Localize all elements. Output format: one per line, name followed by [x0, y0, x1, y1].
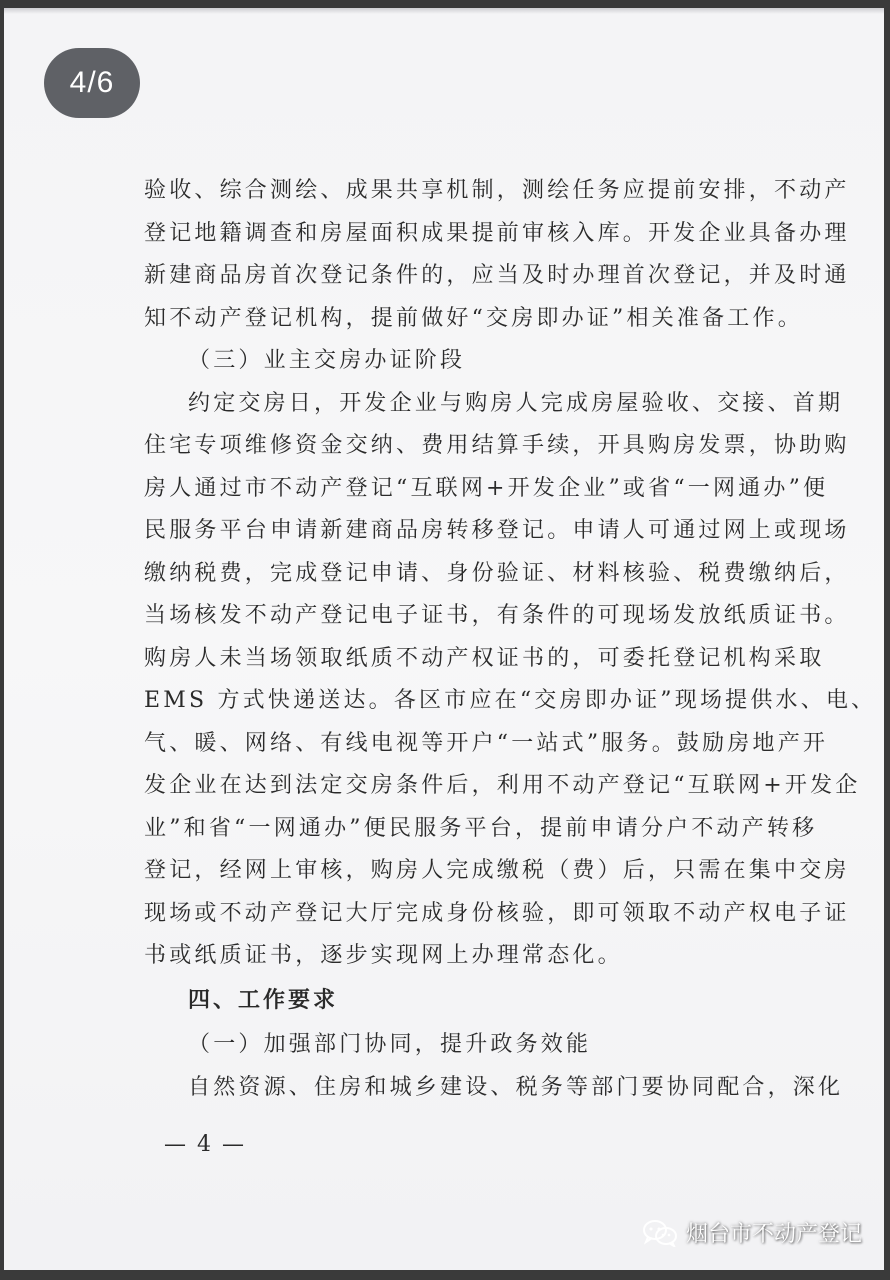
body-line: 登记地籍调查和房屋面积成果提前审核入库。开发企业具备办理	[144, 220, 850, 246]
subheading-department-coordination: （一）加强部门协同，提升政务效能	[188, 1032, 592, 1057]
body-line: 现场或不动产登记大厅完成身份核验，即可领取不动产权电子证	[144, 900, 850, 926]
page-counter-badge[interactable]: 4/6	[44, 48, 140, 118]
body-line: 购房人未当场领取纸质不动产权证书的，可委托登记机构采取	[144, 645, 825, 671]
watermark	[642, 1217, 862, 1248]
body-line: 当场核发不动产登记电子证书，有条件的可现场发放纸质证书。	[144, 603, 850, 628]
body-line: 自然资源、住房和城乡建设、税务等部门要协同配合，深化	[188, 1074, 844, 1100]
document-body	[144, 170, 877, 1109]
wechat-icon	[642, 1219, 678, 1247]
body-line: 房人通过市不动产登记“互联网+开发企业”或省“一网通办”便	[144, 475, 829, 501]
body-line: 民服务平台申请新建商品房转移登记。申请人可通过网上或现场	[144, 518, 850, 543]
subheading-owner-handover: （三）业主交房办证阶段	[188, 348, 466, 373]
body-line: 知不动产登记机构，提前做好“交房即办证”相关准备工作。	[144, 305, 803, 331]
body-line: 缴纳税费，完成登记申请、身份验证、材料核验、税费缴纳后，	[144, 560, 850, 586]
body-line: 住宅专项维修资金交纳、费用结算手续，开具购房发票，协助购	[144, 433, 850, 458]
body-line: 验收、综合测绘、成果共享机制，测绘任务应提前安排，不动产	[144, 178, 850, 203]
section-heading-work-requirements: 四、工作要求	[188, 987, 339, 1013]
body-line: 约定交房日，开发企业与购房人完成房屋验收、交接、首期	[188, 390, 844, 416]
body-line: EMS 方式快递送达。各区市应在“交房即办证”现场提供水、电、	[144, 688, 877, 713]
body-line: 气、暖、网络、有线电视等开户“一站式”服务。鼓励房地产开	[144, 730, 829, 756]
page-edge-shadow	[4, 8, 884, 14]
body-line: 新建商品房首次登记条件的，应当及时办理首次登记，并及时通	[144, 263, 850, 288]
body-line: 业”和省“一网通办”便民服务平台，提前申请分户不动产转移	[144, 815, 818, 841]
document-page	[4, 8, 884, 1270]
page-number: — 4 —	[164, 1132, 246, 1157]
body-line: 发企业在达到法定交房条件后，利用不动产登记“互联网+开发企	[144, 773, 861, 798]
watermark-text: 烟台市不动产登记	[685, 1222, 862, 1247]
body-line: 登记，经网上审核，购房人完成缴税（费）后，只需在集中交房	[144, 858, 850, 883]
body-line: 书或纸质证书，逐步实现网上办理常态化。	[144, 943, 623, 968]
